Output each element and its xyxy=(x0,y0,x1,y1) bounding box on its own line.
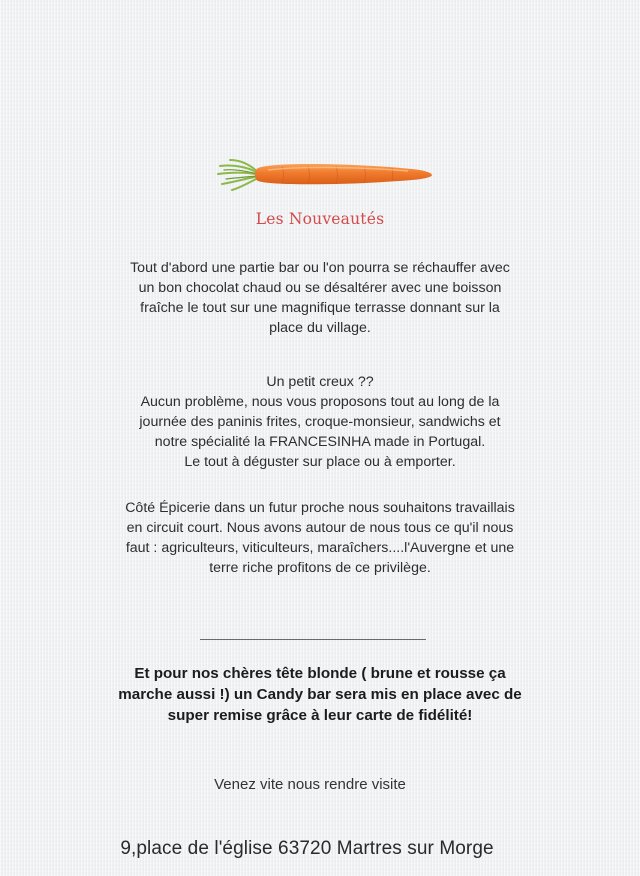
carrot-image xyxy=(212,150,436,198)
candy-bar-paragraph xyxy=(0,663,640,726)
visit-invitation: Venez vite nous rendre visite xyxy=(214,776,406,793)
intro-paragraph xyxy=(0,258,640,338)
grocery-paragraph xyxy=(0,498,640,578)
snack-line: journée des paninis frites, croque-monsieur, sandwichs et xyxy=(139,414,501,430)
intro-line: Tout d'abord une partie bar ou l'on pourra se réchauffer avec xyxy=(130,260,510,276)
grocery-line: terre riche profitons de ce privilège. xyxy=(209,560,431,576)
candy-line: marche aussi !) un Candy bar sera mis en place avec de xyxy=(118,686,522,703)
snack-line: notre spécialité la FRANCESINHA made in Portugal. xyxy=(154,434,486,450)
snack-paragraph xyxy=(0,372,640,472)
candy-line: Et pour nos chères tête blonde ( brune et rousse ça xyxy=(134,665,506,682)
snack-line: Le tout à déguster sur place ou à emporter. xyxy=(184,454,456,470)
address: 9,place de l'église 63720 Martres sur Morge xyxy=(120,838,494,859)
snack-line: Un petit creux ?? xyxy=(266,374,374,390)
divider-line xyxy=(200,639,426,640)
section-title: Les Nouveautés xyxy=(255,210,385,228)
grocery-line: Côté Épicerie dans un futur proche nous souhaitons travaillais xyxy=(125,500,515,516)
intro-line: place du village. xyxy=(269,320,371,336)
carrot-icon xyxy=(212,150,436,198)
intro-line: un bon chocolat chaud ou se désaltérer avec une boisson xyxy=(138,280,502,296)
intro-line: fraîche le tout sur une magnifique terrasse donnant sur la xyxy=(140,300,500,316)
candy-line: super remise grâce à leur carte de fidélité! xyxy=(167,707,473,724)
grocery-line: en circuit court. Nous avons autour de nous tous ce qu'il nous xyxy=(126,520,514,536)
snack-line: Aucun problème, nous vous proposons tout au long de la xyxy=(140,394,500,410)
grocery-line: faut : agriculteurs, viticulteurs, maraîchers....l'Auvergne et une xyxy=(125,540,515,556)
